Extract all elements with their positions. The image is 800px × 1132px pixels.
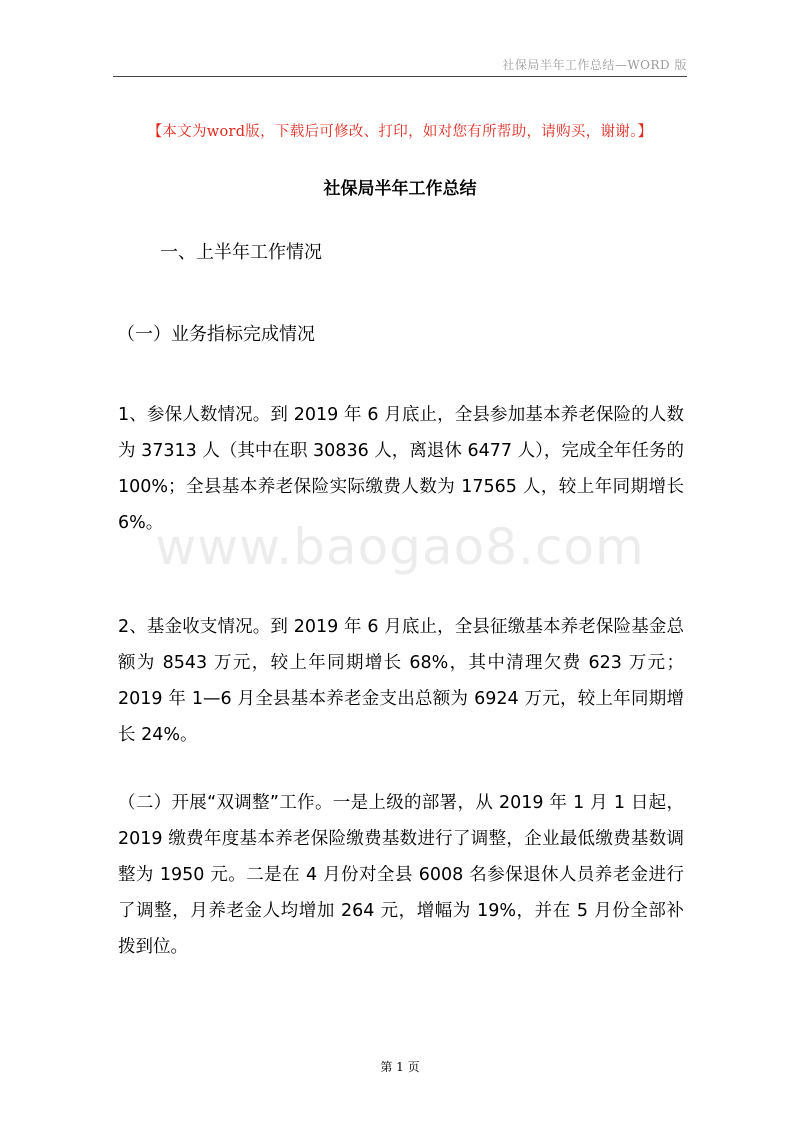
page-number: 第 1 页 — [380, 1060, 420, 1074]
watermark: www.baogao8.com — [155, 518, 645, 576]
running-header: 社保局半年工作总结—WORD 版 — [502, 58, 687, 72]
paragraph-adjustment: （二）开展“双调整”工作。一是上级的部署，从 2019 年 1 月 1 日起，2019 缴费年度基本养老保险缴费基数进行了调整，企业最低缴费基数调整为 1950 元。二是在 4 月份对全县 6008 名参保退休人员养老金进行了调整，月养老金人均增加 264 元，增幅为 19%，并在 5 月份全部补拨到位。 — [118, 793, 684, 957]
header-divider — [113, 76, 687, 77]
subsection-heading: （一）业务指标完成情况 — [117, 324, 315, 345]
document-title: 社保局半年工作总结 — [323, 179, 477, 199]
paragraph-enrollment: 1、参保人数情况。到 2019 年 6 月底止，全县参加基本养老保险的人数为 37313 人（其中在职 30836 人，离退休 6477 人），完成全年任务的 100%；全县基本养老保险实际缴费人数为 17565 人，较上年同期增长 6%。 — [118, 405, 684, 533]
section-heading: 一、上半年工作情况 — [160, 242, 322, 263]
purchase-notice: 【本文为word版，下载后可修改、打印，如对您有所帮助，请购买，谢谢。】 — [147, 124, 653, 140]
paragraph-fund: 2、基金收支情况。到 2019 年 6 月底止，全县征缴基本养老保险基金总额为 8543 万元，较上年同期增长 68%，其中清理欠费 623 万元；2019 年 1—6 月全县基本养老金支出总额为 6924 万元，较上年同期增长 24%。 — [118, 617, 684, 745]
